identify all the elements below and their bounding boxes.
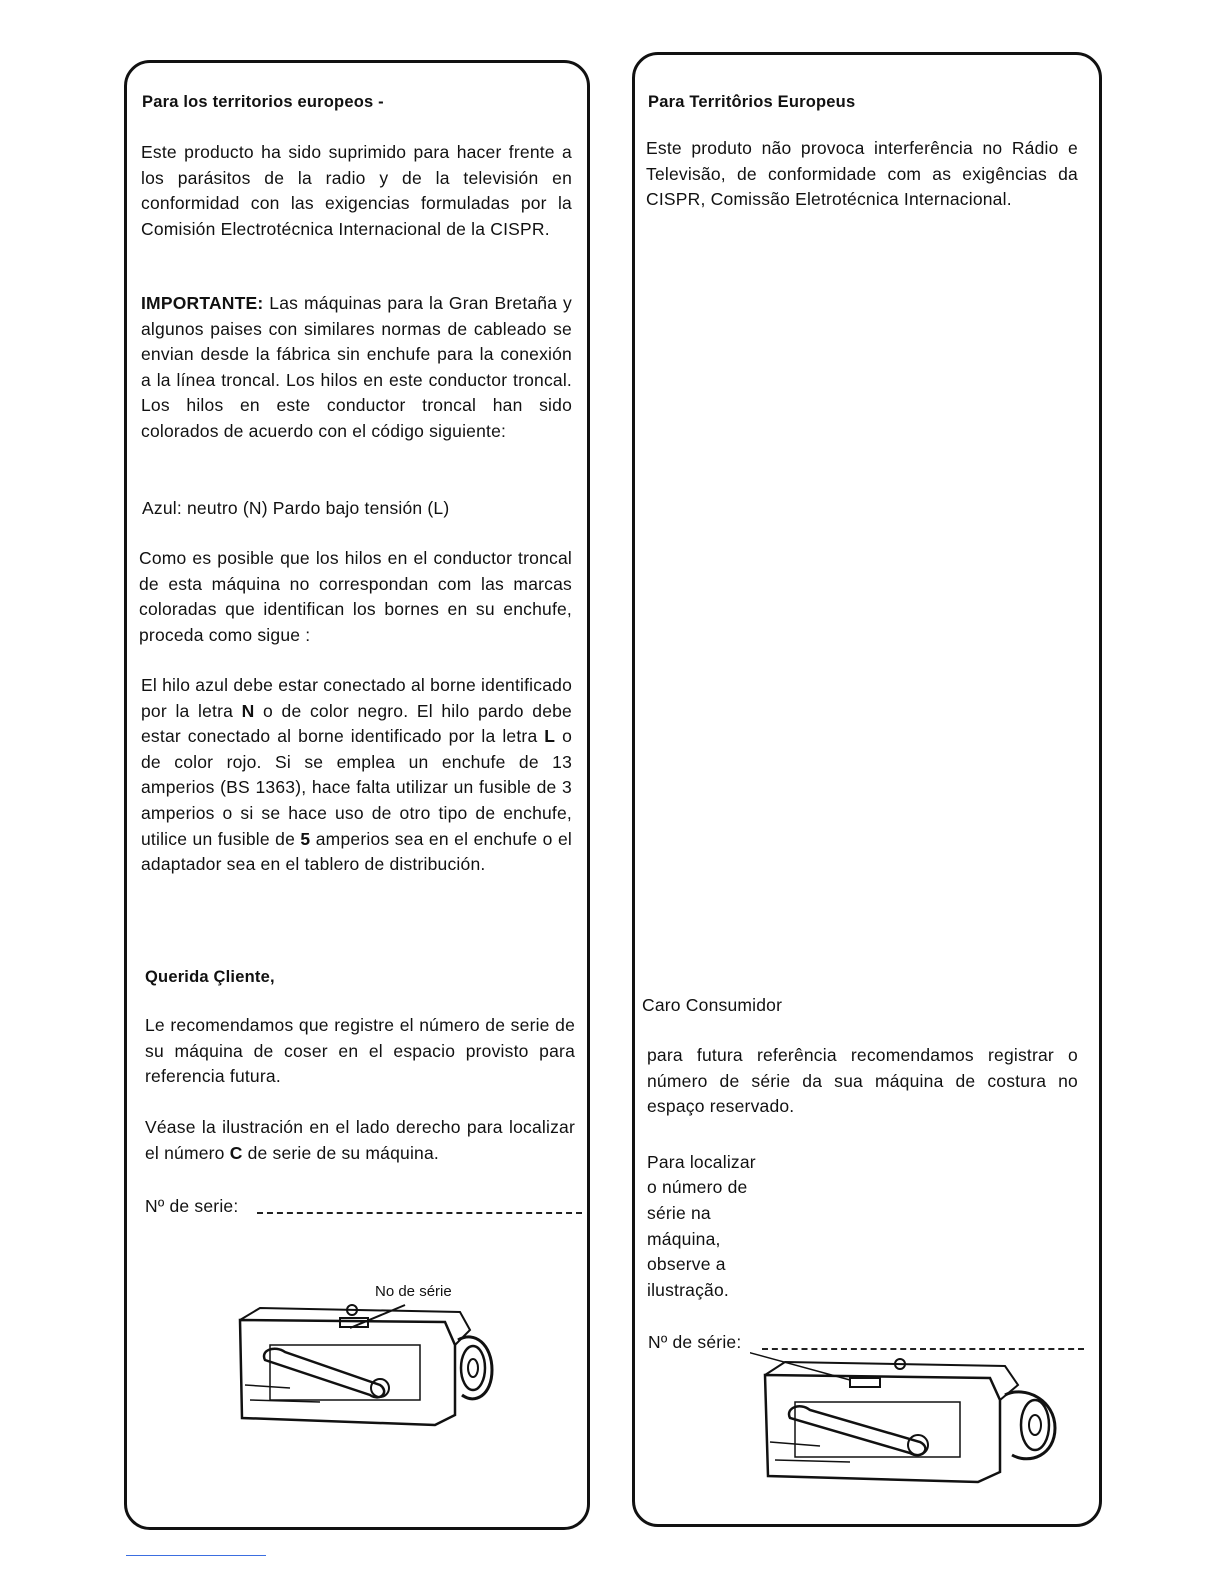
spanish-serial-label: Nº de serie: <box>145 1196 239 1216</box>
portuguese-paragraph-interference: Este produto não provoca interferência no Rádio e Televisão, de conformidade com as exigências da CISPR, Comissão Eletrotécnica Internacional. <box>646 138 1078 210</box>
letter-c: C <box>229 1142 243 1163</box>
sewing-machine-illustration-left <box>230 1300 495 1430</box>
sewing-machine-illustration-right <box>750 1350 1060 1485</box>
spanish-paragraph-connection <box>141 673 572 878</box>
important-text: Las máquinas para la Gran Bretaña y algunos paises con similares normas de cableado se envian desde la fábrica sin enchufe para la conexión a la línea troncal. Los hilos en este conductor troncal. Los hilos en este conductor troncal han sido colorados de acuerdo con el código siguiente: <box>141 293 572 441</box>
letter-l: L <box>544 726 556 747</box>
spanish-paragraph-wires: Como es posible que los hilos en el conductor troncal de esta máquina no correspondan com las marcas coloradas que identifican los bornes en su enchufe, proceda como sigue : <box>139 548 572 645</box>
fuse-5: 5 <box>300 828 311 849</box>
portuguese-paragraph-register: para futura referência recomendamos registrar o número de série da sua máquina de costura no espaço reservado. <box>647 1045 1078 1117</box>
illustration-text-b: de serie de su máquina. <box>247 1142 439 1163</box>
spanish-serial-field[interactable] <box>257 1212 582 1214</box>
important-label: IMPORTANTE: <box>141 293 264 313</box>
spanish-paragraph-illustration <box>145 1115 575 1166</box>
portuguese-serial-label: Nº de série: <box>648 1332 742 1352</box>
portuguese-locate-line-1: Para localizar <box>647 1152 756 1172</box>
bottom-link-underline <box>126 1555 266 1556</box>
letter-n: N <box>241 700 255 721</box>
portuguese-dear-customer: Caro Consumidor <box>642 995 783 1015</box>
spanish-heading: Para los territorios europeos - <box>142 93 384 111</box>
spanish-paragraph-interference: Este producto ha sido suprimido para hacer frente a los parásitos de la radio y de la televisión en conformidad con las exigencias formuladas por la Comisión Electrotécnica Internacional de la CISPR. <box>141 142 572 239</box>
spanish-wire-colors: Azul: neutro (N) Pardo bajo tensión (L) <box>142 498 450 518</box>
portuguese-locate-line-6: ilustração. <box>647 1280 729 1300</box>
portuguese-heading: Para Territôrios Europeus <box>648 93 856 111</box>
serial-callout-label: No de série <box>375 1283 452 1300</box>
portuguese-locate-line-3: série na <box>647 1203 711 1223</box>
connection-text-b: o de color negro. El hilo pardo debe estar conectado al borne identificado por la letra <box>141 700 572 747</box>
connection-text-d: amperios sea en el enchufe o el adaptador sea en el tablero de distribución. <box>141 828 572 875</box>
connection-text-c: o de color rojo. Si se emplea un enchufe de 13 amperios (BS 1363), hace falta utilizar un fusible de 3 amperios o si se hace uso de otro tipo de enchufe, utilice un fusible de <box>141 726 573 849</box>
connection-text-a: El hilo azul debe estar conectado al borne identificado por la letra <box>141 675 572 721</box>
portuguese-panel <box>632 52 1102 1527</box>
spanish-paragraph-important <box>141 291 572 445</box>
portuguese-locate-line-2: o número de <box>647 1177 748 1197</box>
spanish-dear-customer: Querida Çliente, <box>145 968 275 986</box>
portuguese-locate-line-4: máquina, <box>647 1229 721 1249</box>
spanish-paragraph-register: Le recomendamos que registre el número de serie de su máquina de coser en el espacio provisto para referencia futura. <box>145 1015 575 1087</box>
portuguese-locate-line-5: observe a <box>647 1254 726 1274</box>
illustration-text-a: Véase la ilustración en el lado derecho para localizar el número <box>145 1117 575 1163</box>
